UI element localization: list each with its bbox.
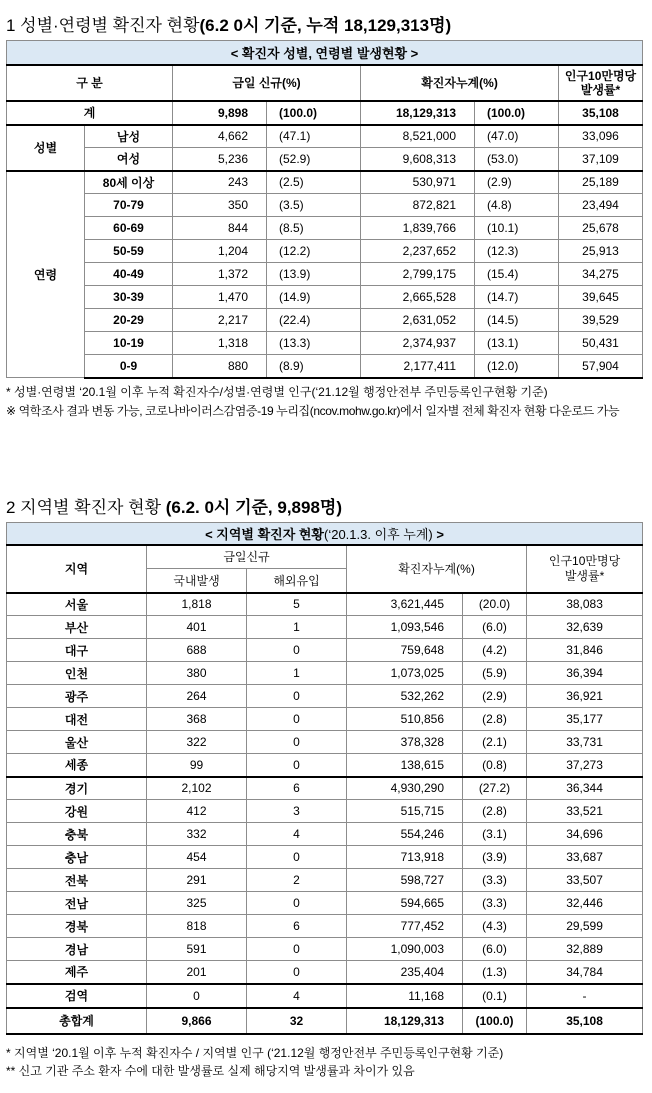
row-rate: 33,096 — [559, 125, 643, 148]
row-label: 남성 — [85, 125, 173, 148]
sex-age-table — [6, 40, 643, 379]
table-row — [7, 731, 643, 754]
row-domestic: 99 — [147, 754, 247, 777]
row-overseas: 4 — [247, 823, 347, 846]
row-label: 20-29 — [85, 309, 173, 332]
row-overseas: 6 — [247, 915, 347, 938]
row-overseas: 0 — [247, 892, 347, 915]
table1-total-row — [7, 101, 643, 125]
row-domestic: 291 — [147, 869, 247, 892]
row-total: 1,093,546 — [347, 616, 463, 639]
row-rate: 33,521 — [527, 800, 643, 823]
row-pct: (3.1) — [463, 823, 527, 846]
table-row — [7, 148, 643, 171]
header-rate — [559, 65, 643, 101]
row-rate: 36,394 — [527, 662, 643, 685]
row-new-pct: (8.9) — [267, 355, 361, 378]
section2-title-text: 2 지역별 확진자 현황 — [6, 498, 161, 517]
table-row — [7, 593, 643, 616]
row-region: 검역 — [7, 984, 147, 1008]
row-total-pct: (4.8) — [475, 194, 559, 217]
row-new-pct: (47.1) — [267, 125, 361, 148]
table2-sum-row — [7, 1008, 643, 1034]
table-row — [7, 708, 643, 731]
row-region: 세종 — [7, 754, 147, 777]
row-total: 378,328 — [347, 731, 463, 754]
row-overseas: 0 — [247, 754, 347, 777]
row-rate: 32,889 — [527, 938, 643, 961]
row-overseas: 0 — [247, 961, 347, 984]
row-overseas: 6 — [247, 777, 347, 800]
row-total: 759,648 — [347, 639, 463, 662]
section1-note1: * 성별·연령별 ‘20.1월 이후 누적 확진자수/성별·연령별 인구(‘21.12월 행정안전부 주민등록인구현황 기준) — [6, 385, 548, 399]
row-total-pct: (15.4) — [475, 263, 559, 286]
row-total: 2,665,528 — [361, 286, 475, 309]
row-rate: 57,904 — [559, 355, 643, 378]
table1-caption: < 확진자 성별, 연령별 발생현황 > — [7, 41, 643, 65]
row-label: 70-79 — [85, 194, 173, 217]
row-new: 4,662 — [173, 125, 267, 148]
sex-group-label: 성별 — [7, 125, 85, 171]
table-row — [7, 286, 643, 309]
section2-note2: ** 신고 기관 주소 환자 수에 대한 발생률로 실제 해당지역 발생률과 차이가 있음 — [6, 1064, 415, 1078]
row-domestic: 401 — [147, 616, 247, 639]
row-new: 1,318 — [173, 332, 267, 355]
row-new-pct: (22.4) — [267, 309, 361, 332]
row-domestic: 688 — [147, 639, 247, 662]
row-overseas: 2 — [247, 869, 347, 892]
table-row — [7, 846, 643, 869]
row-pct: (2.8) — [463, 800, 527, 823]
row-rate: 25,913 — [559, 240, 643, 263]
row-rate: 31,846 — [527, 639, 643, 662]
row-new-pct: (12.2) — [267, 240, 361, 263]
row-domestic: 591 — [147, 938, 247, 961]
table-row — [7, 777, 643, 800]
row-rate: 35,177 — [527, 708, 643, 731]
row-new: 880 — [173, 355, 267, 378]
sum-rate: 35,108 — [527, 1008, 643, 1034]
table-row — [7, 217, 643, 240]
row-overseas: 1 — [247, 616, 347, 639]
row-pct: (0.8) — [463, 754, 527, 777]
row-region: 대전 — [7, 708, 147, 731]
row-total-pct: (14.7) — [475, 286, 559, 309]
table-row — [7, 800, 643, 823]
row-total-pct: (14.5) — [475, 309, 559, 332]
total-total-pct: (100.0) — [475, 101, 559, 125]
sum-domestic: 9,866 — [147, 1008, 247, 1034]
table-row — [7, 309, 643, 332]
row-label: 10-19 — [85, 332, 173, 355]
table-row — [7, 869, 643, 892]
row-label: 50-59 — [85, 240, 173, 263]
row-new: 1,372 — [173, 263, 267, 286]
row-overseas: 4 — [247, 984, 347, 1008]
sum-region: 총합계 — [7, 1008, 147, 1034]
row-domestic: 1,818 — [147, 593, 247, 616]
table2-caption-normal: (‘20.1.3. 이후 누계) — [324, 526, 433, 542]
row-new-pct: (8.5) — [267, 217, 361, 240]
table-row — [7, 938, 643, 961]
row-total: 872,821 — [361, 194, 475, 217]
row-total: 598,727 — [347, 869, 463, 892]
header-total: 확진자누계(%) — [361, 65, 559, 101]
row-rate: 32,446 — [527, 892, 643, 915]
row-domestic: 454 — [147, 846, 247, 869]
row-pct: (2.9) — [463, 685, 527, 708]
row-total-pct: (53.0) — [475, 148, 559, 171]
row-total: 8,521,000 — [361, 125, 475, 148]
section2-note1: * 지역별 ‘20.1월 이후 누적 확진자수 / 지역별 인구 (‘21.12월 행정안전부 주민등록인구현황 기준) — [6, 1046, 504, 1060]
row-rate: 38,083 — [527, 593, 643, 616]
table-row — [7, 823, 643, 846]
row-domestic: 322 — [147, 731, 247, 754]
table-row — [7, 355, 643, 378]
row-overseas: 0 — [247, 685, 347, 708]
row-pct: (0.1) — [463, 984, 527, 1008]
section1-title — [6, 11, 451, 36]
table-row — [7, 332, 643, 355]
total-rate: 35,108 — [559, 101, 643, 125]
table-row — [7, 240, 643, 263]
table-row — [7, 662, 643, 685]
table2-caption-bold: < 지역별 확진자 현황 — [205, 526, 324, 542]
row-pct: (2.8) — [463, 708, 527, 731]
table1-header-row — [7, 65, 643, 101]
sum-overseas: 32 — [247, 1008, 347, 1034]
row-region: 경남 — [7, 938, 147, 961]
row-pct: (4.3) — [463, 915, 527, 938]
table2-caption-end: > — [436, 526, 444, 542]
row-new-pct: (3.5) — [267, 194, 361, 217]
row-total-pct: (12.0) — [475, 355, 559, 378]
row-pct: (5.9) — [463, 662, 527, 685]
section1-title-bold: (6.2 0시 기준, 누적 18,129,313명) — [199, 16, 452, 35]
row-total-pct: (13.1) — [475, 332, 559, 355]
row-total: 532,262 — [347, 685, 463, 708]
section2-title-bold: (6.2. 0시 기준, 9,898명) — [165, 498, 342, 517]
row-region: 제주 — [7, 961, 147, 984]
region-table — [6, 522, 643, 1035]
table-row — [7, 915, 643, 938]
table-row — [7, 194, 643, 217]
row-domestic: 325 — [147, 892, 247, 915]
row-total: 235,404 — [347, 961, 463, 984]
row-region: 충북 — [7, 823, 147, 846]
row-new-pct: (13.9) — [267, 263, 361, 286]
header-today: 금일신규 — [147, 545, 347, 569]
row-pct: (3.3) — [463, 892, 527, 915]
row-rate: 34,275 — [559, 263, 643, 286]
row-rate: 37,109 — [559, 148, 643, 171]
row-domestic: 380 — [147, 662, 247, 685]
row-rate: 34,784 — [527, 961, 643, 984]
row-total: 1,839,766 — [361, 217, 475, 240]
row-total: 4,930,290 — [347, 777, 463, 800]
row-overseas: 3 — [247, 800, 347, 823]
row-region: 부산 — [7, 616, 147, 639]
row-rate: 37,273 — [527, 754, 643, 777]
row-overseas: 0 — [247, 731, 347, 754]
row-total: 2,177,411 — [361, 355, 475, 378]
section2-notes — [6, 1044, 642, 1080]
row-total-pct: (47.0) — [475, 125, 559, 148]
header-region: 지역 — [7, 545, 147, 593]
row-total-pct: (2.9) — [475, 171, 559, 194]
row-region: 전북 — [7, 869, 147, 892]
table-row — [7, 892, 643, 915]
row-total: 3,621,445 — [347, 593, 463, 616]
row-rate: 32,639 — [527, 616, 643, 639]
row-overseas: 0 — [247, 639, 347, 662]
row-region: 광주 — [7, 685, 147, 708]
row-pct: (4.2) — [463, 639, 527, 662]
table-row — [7, 685, 643, 708]
total-new-pct: (100.0) — [267, 101, 361, 125]
row-rate: 33,731 — [527, 731, 643, 754]
row-total-pct: (10.1) — [475, 217, 559, 240]
row-new-pct: (14.9) — [267, 286, 361, 309]
header-new: 금일 신규(%) — [173, 65, 361, 101]
total-label: 계 — [7, 101, 173, 125]
row-pct: (27.2) — [463, 777, 527, 800]
row-pct: (3.3) — [463, 869, 527, 892]
row-domestic: 264 — [147, 685, 247, 708]
header-total: 확진자누계(%) — [347, 545, 527, 593]
table-row — [7, 171, 643, 194]
row-domestic: 201 — [147, 961, 247, 984]
row-domestic: 818 — [147, 915, 247, 938]
row-rate: 50,431 — [559, 332, 643, 355]
table1-caption-row — [7, 41, 643, 65]
section1-notes — [6, 383, 642, 421]
row-rate: - — [527, 984, 643, 1008]
row-pct: (2.1) — [463, 731, 527, 754]
table2-header-row1 — [7, 545, 643, 569]
row-new: 2,217 — [173, 309, 267, 332]
row-total: 9,608,313 — [361, 148, 475, 171]
row-total: 594,665 — [347, 892, 463, 915]
table-row — [7, 125, 643, 148]
row-label: 30-39 — [85, 286, 173, 309]
row-pct: (20.0) — [463, 593, 527, 616]
sum-total: 18,129,313 — [347, 1008, 463, 1034]
row-rate: 23,494 — [559, 194, 643, 217]
row-region: 서울 — [7, 593, 147, 616]
row-rate: 25,189 — [559, 171, 643, 194]
row-domestic: 368 — [147, 708, 247, 731]
row-rate: 39,529 — [559, 309, 643, 332]
table-row — [7, 984, 643, 1008]
row-total: 2,631,052 — [361, 309, 475, 332]
age-group-label: 연령 — [7, 171, 85, 378]
header-rate — [527, 545, 643, 593]
row-region: 경기 — [7, 777, 147, 800]
row-region: 대구 — [7, 639, 147, 662]
row-label: 0-9 — [85, 355, 173, 378]
section1-note2: ※ 역학조사 결과 변동 가능, 코로나바이러스감염증-19 누리집(ncov.mohw.go.kr)에서 일자별 전체 확진자 현황 다운로드 가능 — [6, 404, 620, 418]
row-total: 510,856 — [347, 708, 463, 731]
row-pct: (1.3) — [463, 961, 527, 984]
header-domestic: 국내발생 — [147, 569, 247, 593]
row-total: 554,246 — [347, 823, 463, 846]
row-pct: (6.0) — [463, 616, 527, 639]
row-total: 138,615 — [347, 754, 463, 777]
row-total: 777,452 — [347, 915, 463, 938]
total-new: 9,898 — [173, 101, 267, 125]
row-label: 40-49 — [85, 263, 173, 286]
row-region: 전남 — [7, 892, 147, 915]
table2-caption — [7, 523, 643, 545]
row-new: 1,470 — [173, 286, 267, 309]
row-region: 경북 — [7, 915, 147, 938]
row-total: 2,237,652 — [361, 240, 475, 263]
row-rate: 33,507 — [527, 869, 643, 892]
row-overseas: 0 — [247, 938, 347, 961]
row-rate: 29,599 — [527, 915, 643, 938]
header-rate-line2: 발생률* — [580, 82, 621, 97]
table-row — [7, 961, 643, 984]
row-new: 5,236 — [173, 148, 267, 171]
table-row — [7, 616, 643, 639]
row-total: 515,715 — [347, 800, 463, 823]
row-rate: 36,921 — [527, 685, 643, 708]
row-overseas: 0 — [247, 708, 347, 731]
row-total-pct: (12.3) — [475, 240, 559, 263]
row-label: 80세 이상 — [85, 171, 173, 194]
row-total: 2,374,937 — [361, 332, 475, 355]
row-overseas: 1 — [247, 662, 347, 685]
row-rate: 36,344 — [527, 777, 643, 800]
row-pct: (6.0) — [463, 938, 527, 961]
table-row — [7, 639, 643, 662]
row-pct: (3.9) — [463, 846, 527, 869]
row-total: 1,073,025 — [347, 662, 463, 685]
header-rate-line1: 인구10만명당 — [564, 68, 637, 83]
row-new-pct: (52.9) — [267, 148, 361, 171]
header-rate-line2: 발생률* — [564, 568, 605, 583]
row-region: 강원 — [7, 800, 147, 823]
row-rate: 39,645 — [559, 286, 643, 309]
row-region: 충남 — [7, 846, 147, 869]
table-row — [7, 754, 643, 777]
row-new: 844 — [173, 217, 267, 240]
row-total: 713,918 — [347, 846, 463, 869]
row-label: 여성 — [85, 148, 173, 171]
section1-title-text: 1 성별·연령별 확진자 현황 — [6, 16, 200, 35]
table-row — [7, 263, 643, 286]
header-category: 구 분 — [7, 65, 173, 101]
total-total: 18,129,313 — [361, 101, 475, 125]
row-domestic: 412 — [147, 800, 247, 823]
row-rate: 34,696 — [527, 823, 643, 846]
row-domestic: 2,102 — [147, 777, 247, 800]
row-total: 1,090,003 — [347, 938, 463, 961]
row-domestic: 0 — [147, 984, 247, 1008]
table2-caption-row — [7, 523, 643, 545]
row-total: 11,168 — [347, 984, 463, 1008]
row-region: 울산 — [7, 731, 147, 754]
row-new-pct: (2.5) — [267, 171, 361, 194]
row-domestic: 332 — [147, 823, 247, 846]
row-new: 243 — [173, 171, 267, 194]
row-new: 350 — [173, 194, 267, 217]
row-new-pct: (13.3) — [267, 332, 361, 355]
header-rate-line1: 인구10만명당 — [548, 553, 621, 568]
row-rate: 25,678 — [559, 217, 643, 240]
row-overseas: 0 — [247, 846, 347, 869]
row-overseas: 5 — [247, 593, 347, 616]
row-total: 530,971 — [361, 171, 475, 194]
row-new: 1,204 — [173, 240, 267, 263]
header-overseas: 해외유입 — [247, 569, 347, 593]
section2-title — [6, 493, 342, 518]
row-region: 인천 — [7, 662, 147, 685]
row-total: 2,799,175 — [361, 263, 475, 286]
row-rate: 33,687 — [527, 846, 643, 869]
row-label: 60-69 — [85, 217, 173, 240]
sum-pct: (100.0) — [463, 1008, 527, 1034]
